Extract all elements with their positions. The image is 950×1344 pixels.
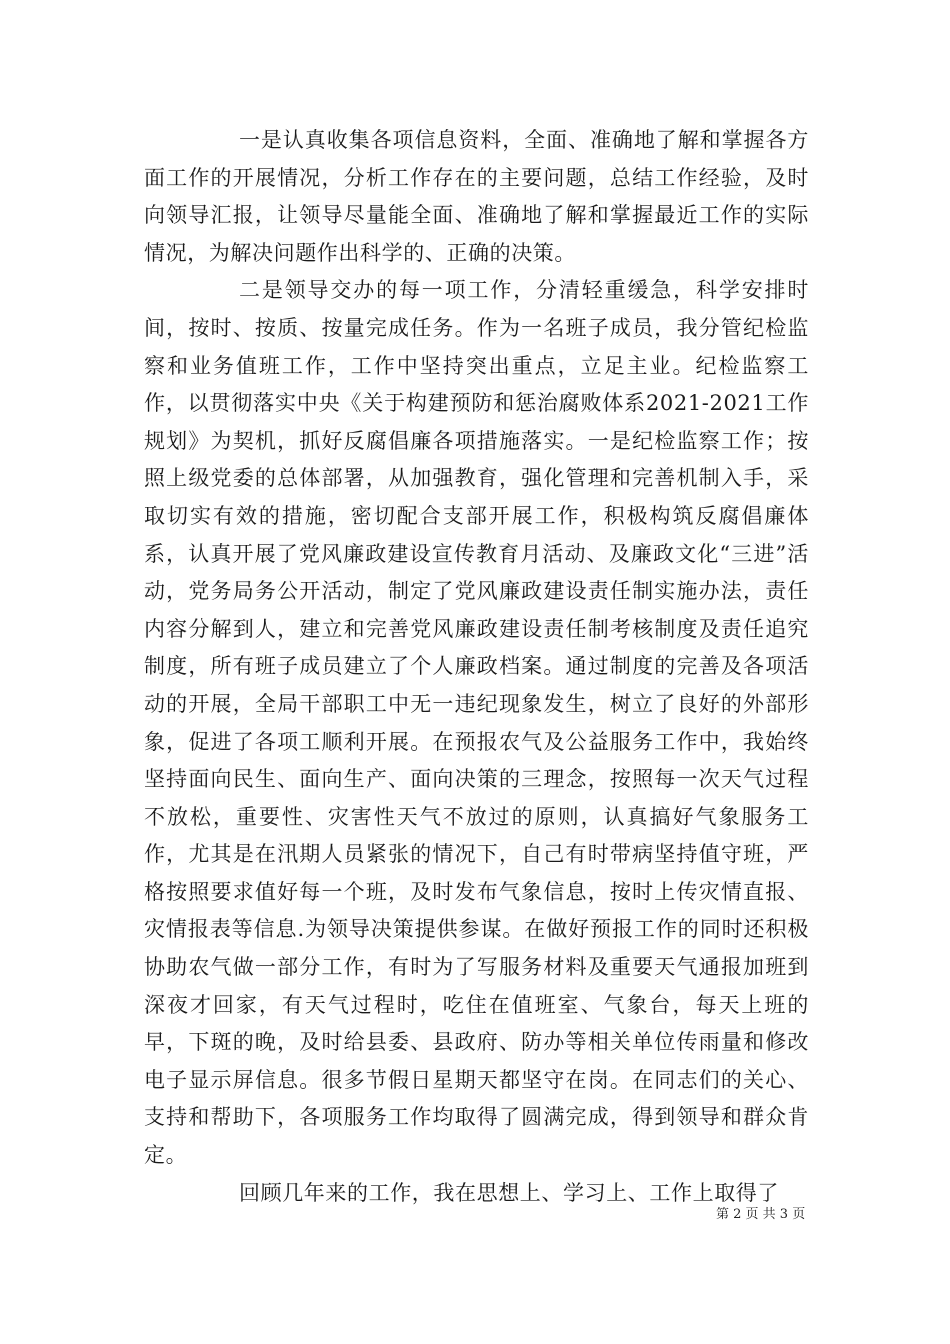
body-text (144, 122, 809, 1212)
paragraph-2: 二是领导交办的每一项工作，分清轻重缓急，科学安排时间，按时、按质、按量完成任务。作为一名班子成员，我分管纪检监察和业务值班工作，工作中坚持突出重点，立足主业。纪检监察工作，以贯彻落实中央《关于构建预防和惩治腐败体系2021-2021工作规划》为契机，抓好反腐倡廉各项措施落实。一是纪检监察工作；按照上级党委的总体部署，从加强教育，强化管理和完善机制入手，采取切实有效的措施，密切配合支部开展工作，积极构筑反腐倡廉体系，认真开展了党风廉政建设宣传教育月活动、及廉政文化“三进”活动，党务局务公开活动，制定了党风廉政建设责任制实施办法，责任内容分解到人，建立和完善党风廉政建设责任制考核制度及责任追究制度，所有班子成员建立了个人廉政档案。通过制度的完善及各项活动的开展，全局干部职工中无一违纪现象发生，树立了良好的外部形象，促进了各项工顺利开展。在预报农气及公益服务工作中，我始终坚持面向民生、面向生产、面向决策的三理念，按照每一次天气过程不放松，重要性、灾害性天气不放过的原则，认真搞好气象服务工作，尤其是在汛期人员紧张的情况下，自己有时带病坚持值守班，严格按照要求值好每一个班，及时发布气象信息，按时上传灾情直报、灾情报表等信息.为领导决策提供参谋。在做好预报工作的同时还积极协助农气做一部分工作，有时为了写服务材料及重要天气通报加班到深夜才回家，有天气过程时，吃住在值班室、气象台，每天上班的早，下斑的晚，及时给县委、县政府、防办等相关单位传雨量和修改电子显示屏信息。很多节假日星期天都坚守在岗。在同志们的关心、支持和帮助下，各项服务工作均取得了圆满完成，得到领导和群众肯定。 (144, 278, 809, 1168)
page-number-footer: 第 2 页 共 3 页 (716, 1207, 806, 1222)
paragraph-1: 一是认真收集各项信息资料，全面、准确地了解和掌握各方面工作的开展情况，分析工作存在的主要问题，总结工作经验，及时向领导汇报，让领导尽量能全面、准确地了解和掌握最近工作的实际情况，为解决问题作出科学的、正确的决策。 (144, 128, 809, 265)
paragraph-3: 回顾几年来的工作，我在思想上、学习上、工作上取得了 (239, 1180, 779, 1205)
